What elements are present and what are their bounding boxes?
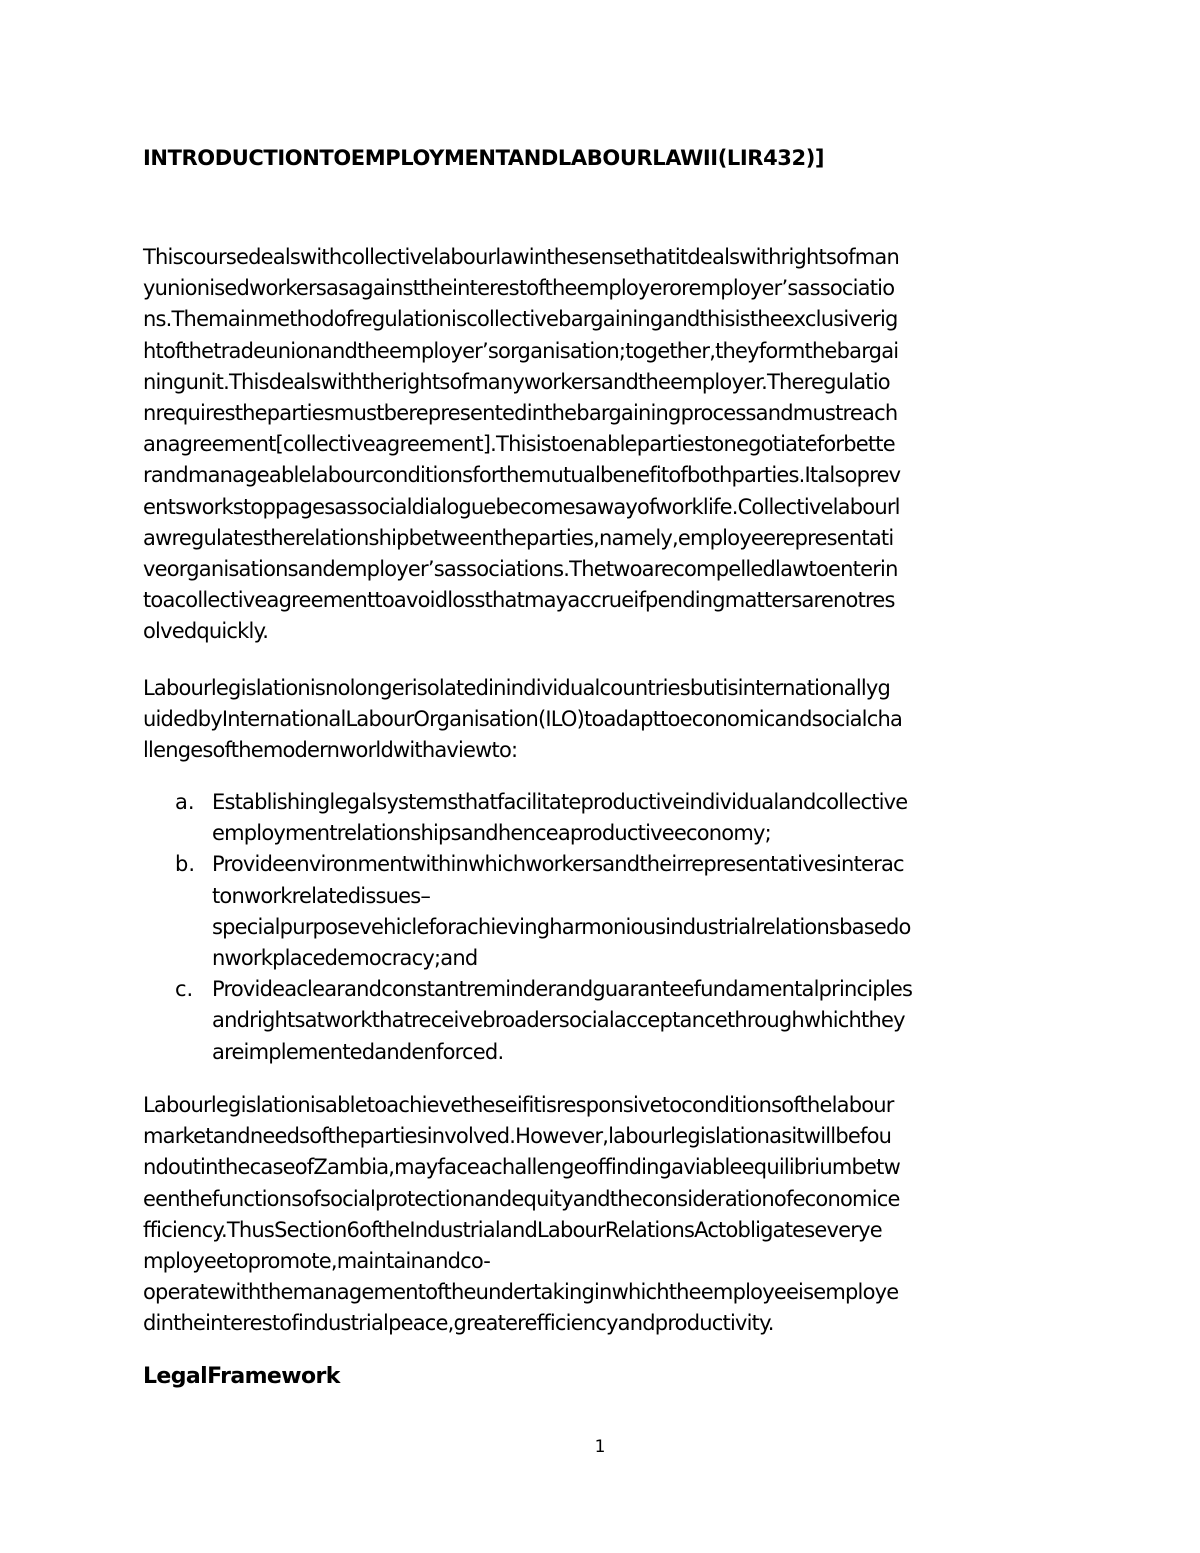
- paragraph-line: toacollectiveagreementtoavoidlossthatmayaccrueifpendingmattersarenotres: [143, 588, 895, 613]
- paragraph-line: fficiency.ThusSection6oftheIndustrialandLabourRelationsActobligateseverye: [143, 1217, 882, 1242]
- paragraph-line: htofthetradeunionandtheemployer’sorganisation;together,theyformthebargai: [143, 338, 899, 363]
- page-number: 1: [594, 1437, 606, 1457]
- paragraph-line: yunionisedworkersasagainsttheinterestoftheemployeroremployer’sassociatio: [143, 276, 895, 301]
- paragraph-line: llengesofthemodernworldwithaviewto:: [143, 738, 518, 763]
- document-title: INTRODUCTIONTOEMPLOYMENTANDLABOURLAWII(LIR432)]: [143, 146, 825, 170]
- paragraph-line: marketandneedsofthepartiesinvolved.However,labourlegislationasitwillbefou: [143, 1124, 892, 1149]
- list-marker: b.: [175, 852, 196, 877]
- paragraph-line: awregulatestherelationshipbetweentheparties,namely,employeerepresentati: [143, 525, 894, 550]
- paragraph-collective-labour-law: [143, 242, 1063, 647]
- paragraph-line: nrequiresthepartiesmustberepresentedinthebargainingprocessandmustreach: [143, 400, 898, 425]
- list-item-line: specialpurposevehicleforachievingharmoniousindustrialrelationsbasedo: [212, 914, 911, 939]
- list-item-line: employmentrelationshipsandhenceaproductiveeconomy;: [212, 821, 771, 846]
- paragraph-line: Labourlegislationisnolongerisolatedinindividualcountriesbutisinternationallyg: [143, 676, 891, 700]
- list-item-line: tonworkrelatedissues–: [212, 883, 431, 908]
- list-item-c: [143, 974, 1063, 1068]
- paragraph-line: Thiscoursedealswithcollectivelabourlawinthesensethatitdealswithrightsofman: [143, 245, 899, 269]
- paragraph-line: mployeetopromote,maintainandco-: [143, 1248, 491, 1273]
- paragraph-line: olvedquickly.: [143, 619, 269, 644]
- paragraph-line: Labourlegislationisabletoachievetheseifitisresponsivetoconditionsofthelabour: [143, 1093, 894, 1117]
- paragraph-line: anagreement[collectiveagreement].Thisistoenablepartiestonegotiateforbette: [143, 432, 895, 457]
- list-marker: a.: [175, 790, 195, 814]
- list-item-line: Provideenvironmentwithinwhichworkersandtheirrepresentativesinterac: [212, 852, 904, 877]
- paragraph-line: entsworkstoppagesassocialdialoguebecomesawayofworklife.Collectivelabourl: [143, 494, 900, 519]
- objectives-list: [143, 787, 1063, 1068]
- section-heading: LegalFramework: [143, 1364, 340, 1389]
- list-item-b: [143, 849, 1063, 974]
- list-marker: c.: [175, 977, 194, 1002]
- list-item-line: Provideaclearandconstantreminderandguaranteefundamentalprinciples: [212, 977, 913, 1002]
- paragraph-line: operatewiththemanagementoftheundertakinginwhichtheemployeeisemploye: [143, 1280, 899, 1305]
- paragraph-line: dintheinterestofindustrialpeace,greaterefficiencyandproductivity.: [143, 1311, 774, 1336]
- list-item-a: [143, 787, 1063, 849]
- paragraph-labour-legislation-zambia: [143, 1090, 1063, 1340]
- paragraph-line: ndoutinthecaseofZambia,mayfaceachallengeoffindingaviableequilibriumbetw: [143, 1155, 900, 1180]
- list-item-line: andrightsatworkthatreceivebroadersocialacceptancethroughwhichthey: [212, 1008, 905, 1033]
- paragraph-line: ningunit.Thisdealswiththerightsofmanyworkersandtheemployer.Theregulatio: [143, 369, 890, 394]
- paragraph-line: eenthefunctionsofsocialprotectionandequityandtheconsiderationofeconomice: [143, 1186, 900, 1211]
- list-item-line: Establishinglegalsystemsthatfacilitateproductiveindividualandcollective: [212, 790, 908, 814]
- paragraph-line: veorganisationsandemployer’sassociations.Thetwoarecompelledlawtoenterin: [143, 556, 898, 581]
- list-item-line: areimplementedandenforced.: [212, 1039, 504, 1064]
- list-item-line: nworkplacedemocracy;and: [212, 945, 478, 970]
- paragraph-labour-legislation-ilo: [143, 673, 1063, 767]
- paragraph-line: ns.Themainmethodofregulationiscollectivebargainingandthisistheexclusiverig: [143, 307, 898, 332]
- paragraph-line: randmanageablelabourconditionsforthemutualbenefitofbothparties.Italsoprev: [143, 463, 901, 488]
- paragraph-line: uidedbyInternationalLabourOrganisation(ILO)toadapttoeconomicandsocialcha: [143, 707, 903, 732]
